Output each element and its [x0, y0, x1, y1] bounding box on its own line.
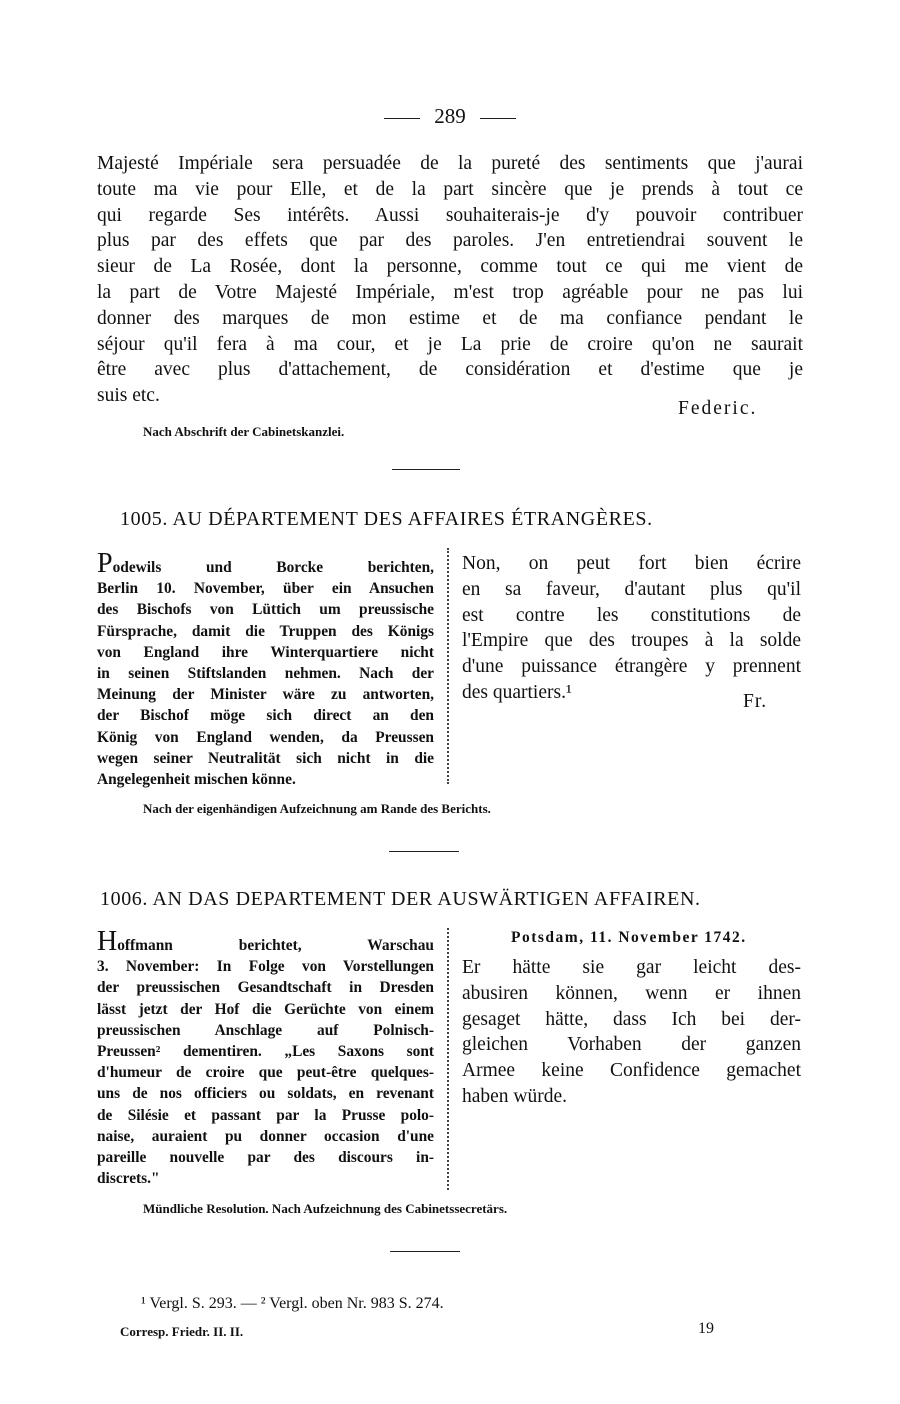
page-number: 289	[434, 104, 466, 128]
summary-line: Preussen² dementiren. „Les Saxons sont	[97, 1043, 434, 1061]
letter-1006-response	[462, 955, 801, 1110]
opening-line: Majesté Impériale sera persuadée de la pureté des sentiments que j'aurai	[97, 153, 803, 174]
summary-line: wegen seiner Neutralität sich nicht in die	[97, 749, 434, 767]
response-line: des quartiers.¹	[462, 681, 572, 703]
column-separator	[447, 928, 449, 1190]
opening-line: qui regarde Ses intérêts. Aussi souhaiterais-je d'y pouvoir contribuer	[97, 204, 803, 226]
opening-line: la part de Votre Majesté Impériale, m'est trop agréable pour ne pas lui	[97, 281, 803, 303]
letter-1005-source-note: Nach der eigenhändigen Aufzeichnung am Rande des Berichts.	[143, 801, 491, 816]
response-line: Non, on peut fort bien écrire	[462, 553, 801, 574]
summary-line: odewils und Borcke berichten,	[112, 559, 434, 576]
summary-line: pareille nouvelle par des discours in-	[97, 1149, 434, 1167]
opening-line: sieur de La Rosée, dont la personne, comme tout ce qui me vient de	[97, 256, 803, 278]
response-line: d'une puissance étrangère y prennent	[462, 656, 801, 678]
letter-1005-summary	[97, 550, 434, 790]
summary-line: in seinen Stiftslanden nehmen. Nach der	[97, 665, 434, 683]
section-divider	[389, 851, 459, 852]
summary-initial: P	[97, 548, 113, 579]
letter-1005-response	[462, 551, 801, 706]
response-line: Armee keine Confidence gemachet	[462, 1060, 801, 1082]
opening-signature: Federic.	[678, 398, 758, 419]
section-divider	[392, 469, 460, 470]
opening-line: être avec plus d'attachement, de considération et d'estime que je	[97, 359, 803, 381]
summary-line: von England ihre Winterquartiere nicht	[97, 643, 434, 661]
summary-line: d'humeur de croire que peut-être quelques-	[97, 1064, 434, 1082]
summary-line: Berlin 10. November, über ein Ansuchen	[97, 580, 434, 598]
summary-line: 3. November: In Folge von Vorstellungen	[97, 958, 434, 976]
footer-collection-title: Corresp. Friedr. II. II.	[120, 1324, 244, 1339]
response-line: est contre les constitutions de	[462, 604, 801, 626]
opening-line: séjour qu'il fera à ma cour, et je La prie de croire qu'on ne saurait	[97, 333, 803, 355]
page-number-dash-left	[384, 118, 420, 119]
summary-line: der preussischen Gesandtschaft in Dresden	[97, 979, 434, 997]
summary-line: Angelegenheit mischen könne.	[97, 771, 296, 789]
summary-line: preussischen Anschlage auf Polnisch-	[97, 1021, 434, 1039]
summary-line: der Bischof möge sich direct an den	[97, 707, 434, 725]
response-line: Er hätte sie gar leicht des-	[462, 957, 801, 978]
response-line: l'Empire que des troupes à la solde	[462, 630, 801, 652]
summary-line: offmann berichtet, Warschau	[117, 937, 434, 954]
section-divider	[390, 1251, 460, 1252]
letter-1006-heading: 1006. AN DAS DEPARTEMENT DER AUSWÄRTIGEN AFFAIREN.	[100, 888, 701, 910]
page-number-row	[0, 104, 900, 129]
response-line: gleichen Vorhaben der ganzen	[462, 1034, 801, 1056]
response-line: abusiren können, wenn er ihnen	[462, 982, 801, 1004]
response-line: gesaget hätte, dass Ich bei der-	[462, 1008, 801, 1030]
summary-line: de Silésie et passant par la Prusse polo-	[97, 1106, 434, 1124]
letter-1005-signature: Fr.	[743, 691, 768, 712]
summary-first-line	[97, 928, 434, 956]
summary-first-line	[97, 550, 434, 578]
page-number-dash-right	[480, 118, 516, 119]
column-separator	[447, 548, 449, 784]
summary-initial: H	[97, 926, 118, 957]
summary-line: König von England wenden, da Preussen	[97, 728, 434, 746]
letter-1006-source-note: Mündliche Resolution. Nach Aufzeichnung des Cabinetssecretärs.	[143, 1201, 508, 1216]
opening-line: toute ma vie pour Elle, et de la part sincère que je prends à tout ce	[97, 178, 803, 200]
summary-line: uns de nos officiers ou soldats, en revenant	[97, 1085, 434, 1103]
opening-paragraph	[97, 151, 803, 409]
summary-line: Fürsprache, damit die Truppen des Königs	[97, 622, 434, 640]
response-line: haben würde.	[462, 1085, 568, 1107]
summary-line: Meinung der Minister wäre zu antworten,	[97, 686, 434, 704]
footnotes: ¹ Vergl. S. 293. — ² Vergl. oben Nr. 983 S. 274.	[141, 1295, 444, 1312]
opening-source-note: Nach Abschrift der Cabinetskanzlei.	[143, 424, 345, 439]
summary-line: naise, auraient pu donner occasion d'une	[97, 1127, 434, 1145]
opening-line: donner des marques de mon estime et de ma confiance pendant le	[97, 307, 803, 329]
footer-signature-mark: 19	[698, 1320, 714, 1337]
summary-line: discrets."	[97, 1170, 160, 1188]
letter-1006-dateline: Potsdam, 11. November 1742.	[511, 929, 747, 946]
summary-line: des Bischofs von Lüttich um preussische	[97, 601, 434, 619]
opening-line: suis etc.	[97, 385, 160, 407]
letter-1006-summary	[97, 928, 434, 1189]
response-line: en sa faveur, d'autant plus qu'il	[462, 578, 801, 600]
summary-line: lässt jetzt der Hof die Gerüchte von einem	[97, 1000, 434, 1018]
letter-1005-heading: 1005. AU DÉPARTEMENT DES AFFAIRES ÉTRANGÈRES.	[120, 508, 653, 530]
opening-line: plus par des effets que par des paroles. J'en entretiendrai souvent le	[97, 230, 803, 252]
